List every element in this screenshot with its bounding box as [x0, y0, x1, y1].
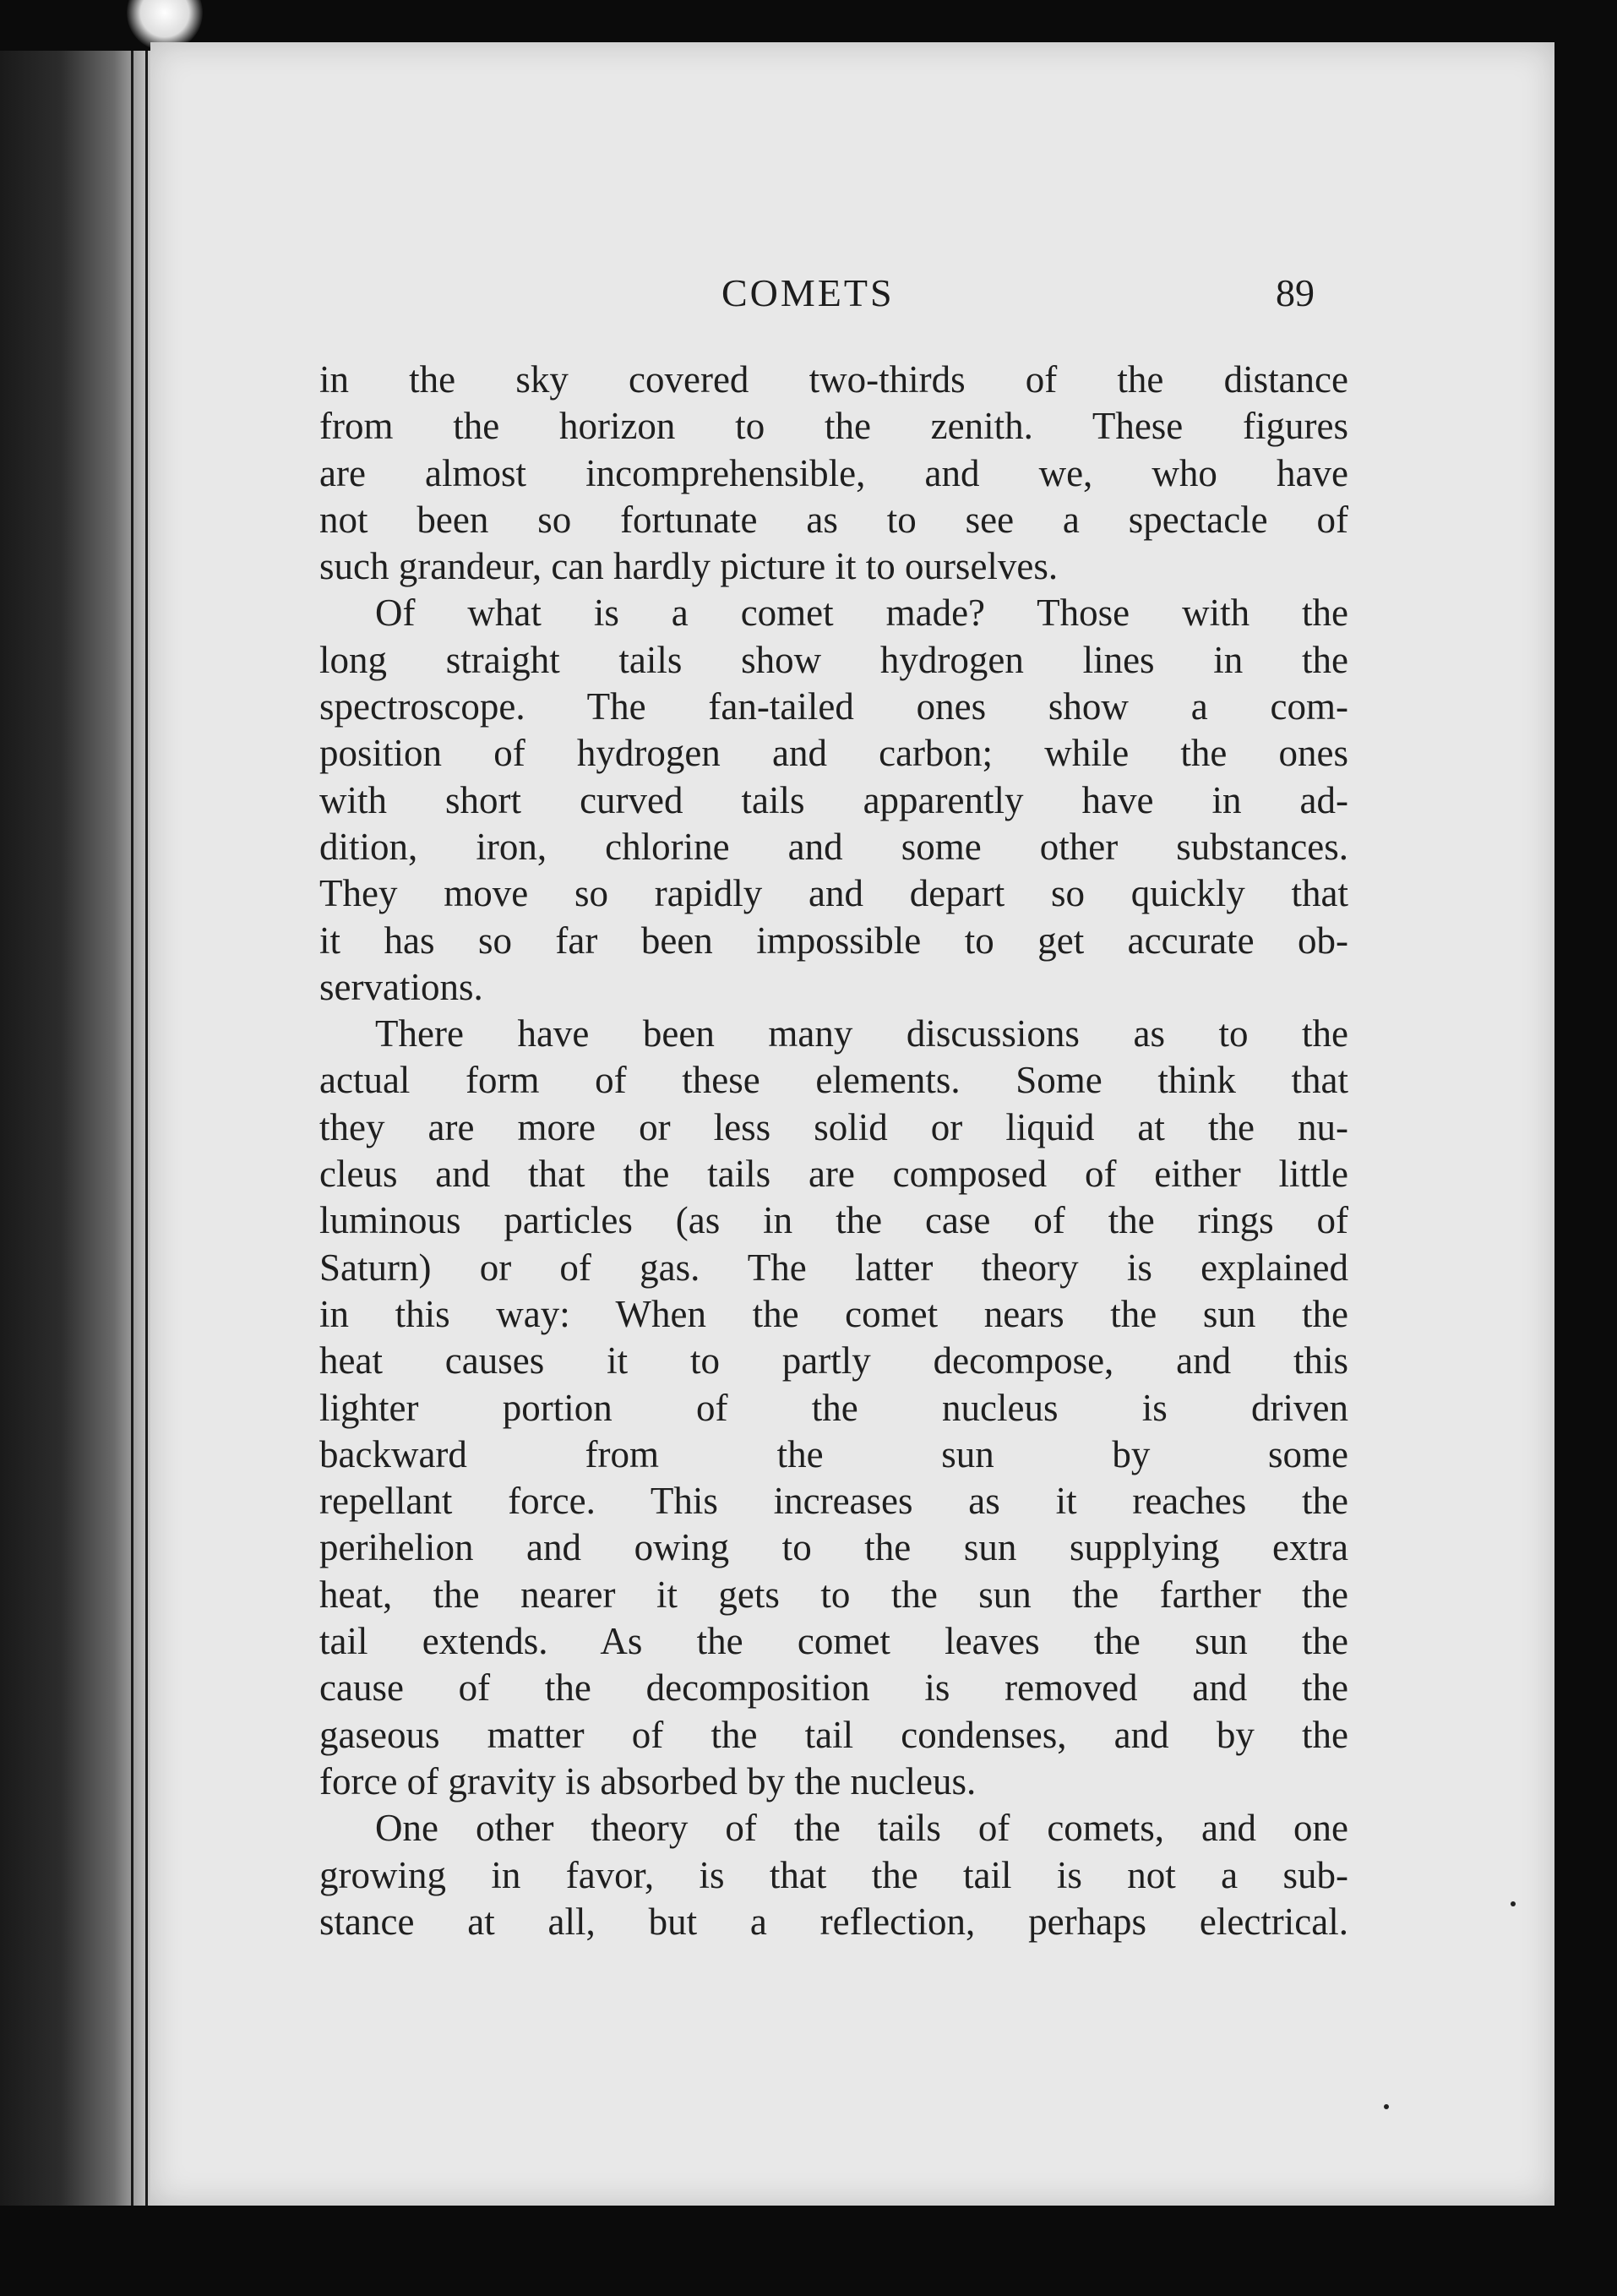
text-line: spectroscope. The fan-tailed ones show a com- [319, 685, 1348, 728]
running-title: COMETS [721, 271, 895, 314]
text-line: gaseous matter of the tail condenses, and by the [319, 1713, 1348, 1756]
text-line: are almost incomprehensible, and we, who have [319, 451, 1348, 494]
text-line: backward from the sun by some [319, 1432, 1348, 1475]
text-line: position of hydrogen and carbon; while the ones [319, 732, 1348, 775]
text-line: heat causes it to partly decompose, and this [319, 1339, 1348, 1383]
text-line: actual form of these elements. Some think that [319, 1059, 1348, 1102]
text-line: perihelion and owing to the sun supplying extra [319, 1526, 1348, 1569]
text-line: growing in favor, is that the tail is not a sub- [319, 1853, 1348, 1896]
text-line: lighter portion of the nucleus is driven [319, 1386, 1348, 1429]
text-line: they are more or less solid or liquid at the nu- [319, 1105, 1348, 1148]
text-line: it has so far been impossible to get accurate ob- [319, 919, 1348, 962]
text-line: Saturn) or of gas. The latter theory is explained [319, 1246, 1348, 1289]
text-line: luminous particles (as in the case of the rings of [319, 1199, 1348, 1242]
text-line: with short curved tails apparently have in ad- [319, 778, 1348, 821]
text-line: They move so rapidly and depart so quickly that [319, 872, 1348, 915]
dust-speck [1511, 1901, 1516, 1906]
text-line: force of gravity is absorbed by the nucleus. [319, 1759, 977, 1802]
text-line: tail extends. As the comet leaves the sun the [319, 1620, 1348, 1663]
body-text [319, 357, 1348, 1945]
text-line: long straight tails show hydrogen lines in the [319, 638, 1348, 681]
dust-speck [1384, 2104, 1389, 2109]
text-line: heat, the nearer it gets to the sun the farther the [319, 1573, 1348, 1616]
text-line: There have been many discussions as to the [375, 1012, 1348, 1055]
text-line: dition, iron, chlorine and some other substances. [319, 825, 1348, 868]
text-line: from the horizon to the zenith. These figures [319, 405, 1348, 448]
book-page [150, 42, 1554, 2206]
text-line: not been so fortunate as to see a spectacle of [319, 498, 1348, 541]
scan-border [0, 2206, 1617, 2296]
text-line: cause of the decomposition is removed and the [319, 1666, 1348, 1710]
page-number: 89 [1276, 271, 1315, 314]
text-line: stance at all, but a reflection, perhaps electrical. [319, 1900, 1348, 1943]
page-header [150, 270, 1554, 321]
text-line: such grandeur, can hardly picture it to ourselves. [319, 545, 1059, 588]
text-line: cleus and that the tails are composed of either little [319, 1153, 1348, 1196]
text-line: repellant force. This increases as it reaches the [319, 1480, 1348, 1523]
text-line: servations. [319, 965, 483, 1008]
text-line: Of what is a comet made? Those with the [375, 592, 1348, 635]
text-line: One other theory of the tails of comets, and one [375, 1807, 1348, 1850]
text-line: in this way: When the comet nears the sun the [319, 1292, 1348, 1335]
text-line: in the sky covered two-thirds of the distance [319, 358, 1348, 401]
facing-page-edge [0, 51, 152, 2214]
page-gutter-line [145, 51, 148, 2214]
page-gutter-line [131, 51, 133, 2214]
